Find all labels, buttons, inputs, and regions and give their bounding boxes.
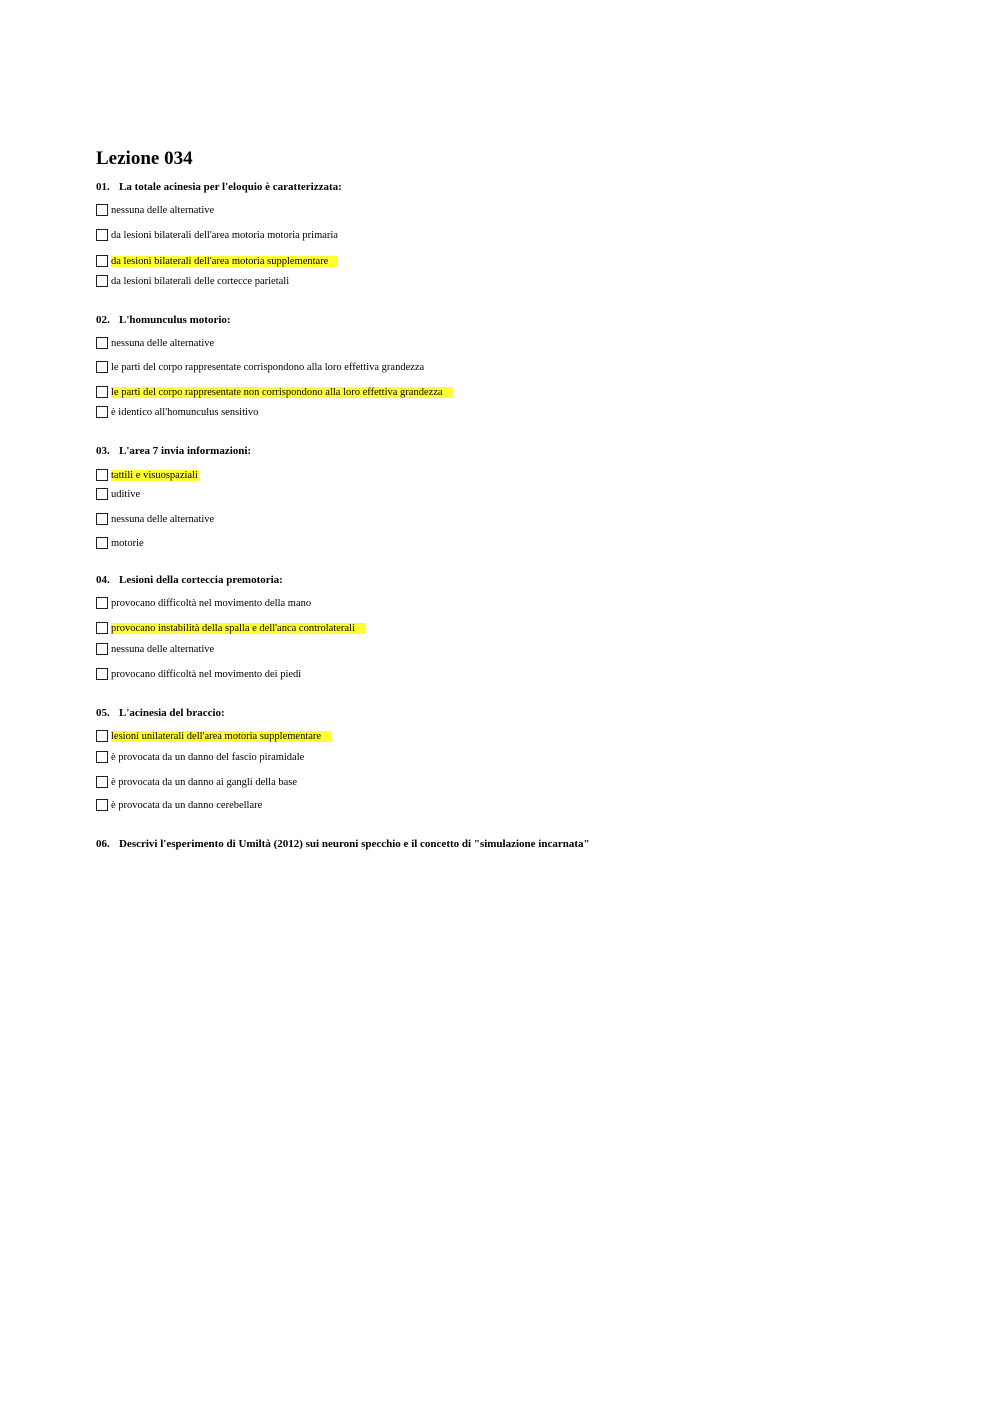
- option-label: motorie: [111, 538, 144, 549]
- option-label: provocano difficoltà nel movimento della mano: [111, 598, 312, 609]
- checkbox[interactable]: [96, 799, 108, 811]
- option-label: le parti del corpo rappresentate non corrispondono alla loro effettiva grandezza: [111, 387, 453, 398]
- checkbox[interactable]: [96, 361, 108, 373]
- option-label: è provocata da un danno del fascio piramidale: [111, 752, 305, 763]
- option-label: è provocata da un danno ai gangli della base: [111, 777, 298, 788]
- option-label: da lesioni bilaterali dell'area motoria supplementare: [111, 256, 338, 267]
- answer-option[interactable]: [96, 406, 258, 420]
- answer-option[interactable]: [96, 537, 144, 551]
- checkbox[interactable]: [96, 337, 108, 349]
- option-label: nessuna delle alternative: [111, 338, 215, 349]
- checkbox[interactable]: [96, 488, 108, 500]
- option-label: le parti del corpo rappresentate corrispondono alla loro effettiva grandezza: [111, 362, 425, 373]
- option-label: è identico all'homunculus sensitivo: [111, 407, 259, 418]
- option-label: da lesioni bilaterali delle cortecce parietali: [111, 276, 290, 287]
- checkbox[interactable]: [96, 597, 108, 609]
- question-number: 01.: [96, 181, 110, 193]
- question-number: 05.: [96, 707, 110, 719]
- question-text: Lesioni della corteccia premotoria:: [119, 574, 283, 586]
- checkbox[interactable]: [96, 513, 108, 525]
- option-label: provocano instabilità della spalla e dell'anca controlaterali: [111, 623, 365, 634]
- checkbox[interactable]: [96, 204, 108, 216]
- question-text: Descrivi l'esperimento di Umiltà (2012) sui neuroni specchio e il concetto di "simulazione incarnata": [119, 838, 590, 850]
- checkbox[interactable]: [96, 255, 108, 267]
- answer-option[interactable]: [96, 229, 338, 243]
- question-06: [96, 837, 590, 851]
- answer-option[interactable]: [96, 643, 214, 657]
- question-number: 02.: [96, 314, 110, 326]
- option-label: uditive: [111, 489, 141, 500]
- answer-option-highlighted[interactable]: [96, 469, 200, 483]
- checkbox[interactable]: [96, 275, 108, 287]
- checkbox[interactable]: [96, 776, 108, 788]
- question-01: [96, 180, 342, 287]
- question-heading: [96, 573, 283, 587]
- page-title: Lezione 034: [96, 148, 193, 169]
- answer-option[interactable]: [96, 751, 304, 765]
- option-label: tattili e visuospaziali: [111, 470, 198, 481]
- question-text: L'acinesia del braccio:: [119, 707, 225, 719]
- question-heading: [96, 706, 225, 720]
- question-text: L'homunculus motorio:: [119, 314, 231, 326]
- checkbox[interactable]: [96, 730, 108, 742]
- checkbox[interactable]: [96, 386, 108, 398]
- question-number: 04.: [96, 574, 110, 586]
- answer-option[interactable]: [96, 204, 214, 218]
- option-label: nessuna delle alternative: [111, 514, 215, 525]
- answer-option[interactable]: [96, 776, 297, 790]
- question-04: [96, 573, 355, 680]
- question-02: [96, 313, 443, 418]
- question-03: [96, 444, 252, 549]
- checkbox[interactable]: [96, 229, 108, 241]
- option-label: da lesioni bilaterali dell'area motoria motoria primaria: [111, 230, 338, 241]
- question-heading: [96, 313, 231, 327]
- answer-option[interactable]: [96, 275, 289, 289]
- question-number: 03.: [96, 445, 110, 457]
- question-heading: [96, 837, 590, 851]
- question-heading: [96, 444, 251, 458]
- option-label: nessuna delle alternative: [111, 205, 215, 216]
- option-label: provocano difficoltà nel movimento dei piedi: [111, 669, 302, 680]
- answer-option-highlighted[interactable]: [96, 386, 453, 400]
- question-text: La totale acinesia per l'eloquio è caratterizzata:: [119, 181, 342, 193]
- checkbox[interactable]: [96, 537, 108, 549]
- answer-option[interactable]: [96, 361, 424, 375]
- checkbox[interactable]: [96, 643, 108, 655]
- checkbox[interactable]: [96, 668, 108, 680]
- answer-option-highlighted[interactable]: [96, 255, 338, 269]
- answer-option[interactable]: [96, 597, 311, 611]
- option-label: lesioni unilaterali dell'area motoria supplementare: [111, 731, 331, 742]
- answer-option-highlighted[interactable]: [96, 730, 331, 744]
- option-label: nessuna delle alternative: [111, 644, 215, 655]
- checkbox[interactable]: [96, 469, 108, 481]
- answer-option-highlighted[interactable]: [96, 622, 365, 636]
- answer-option[interactable]: [96, 799, 262, 813]
- answer-option[interactable]: [96, 513, 214, 527]
- question-05: [96, 706, 322, 811]
- question-number: 06.: [96, 838, 110, 850]
- answer-option[interactable]: [96, 668, 301, 682]
- answer-option[interactable]: [96, 337, 214, 351]
- question-text: L'area 7 invia informazioni:: [119, 445, 252, 457]
- checkbox[interactable]: [96, 751, 108, 763]
- checkbox[interactable]: [96, 622, 108, 634]
- option-label: è provocata da un danno cerebellare: [111, 800, 263, 811]
- checkbox[interactable]: [96, 406, 108, 418]
- answer-option[interactable]: [96, 488, 140, 502]
- question-heading: [96, 180, 342, 194]
